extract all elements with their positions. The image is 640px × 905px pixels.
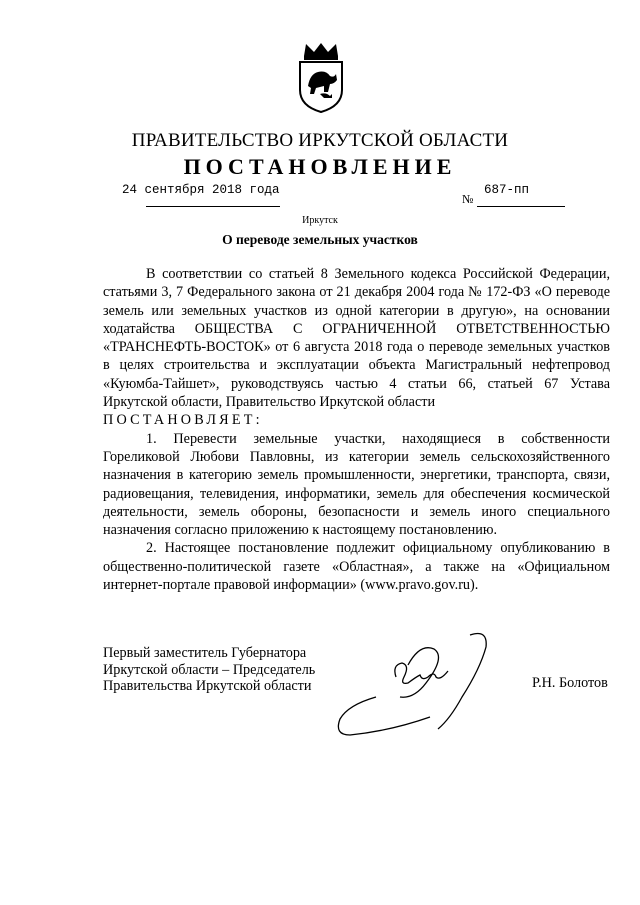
signatory-position bbox=[103, 645, 315, 695]
decree-title: ПОСТАНОВЛЕНИЕ bbox=[183, 154, 457, 179]
preamble-paragraph: В соответствии со статьей 8 Земельного кодекса Российской Федерации, статьями 3, 7 Федерального закона от 21 декабря 2004 года № 172-ФЗ «О переводе земель или земельных участков из одной категории в другую», на основании ходатайства ОБЩЕСТВА С ОГРАНИЧЕННОЙ ОТВЕТСТВЕННОСТЬЮ «ТРАНСНЕФТЬ-ВОСТОК» от 6 августа 2018 года о переводе земельных участков в целях строительства и эксплуатации объекта Магистральный нефтепровод «Куюмба-Тайшет», руководствуясь частью 4 статьи 66, статьей 67 Устава Иркутской области, Правительство Иркутской области bbox=[103, 266, 610, 411]
number-sign: № bbox=[462, 192, 474, 206]
decree-date: 24 сентября 2018 года bbox=[122, 183, 280, 197]
city-label: Иркутск bbox=[302, 215, 338, 226]
position-line: Иркутской области – Председатель bbox=[103, 661, 316, 678]
government-title: ПРАВИТЕЛЬСТВО ИРКУТСКОЙ ОБЛАСТИ bbox=[131, 130, 509, 151]
decree-body bbox=[103, 265, 610, 594]
date-underline bbox=[146, 206, 280, 207]
decree-number: 687-пп bbox=[484, 183, 530, 197]
position-line: Правительства Иркутской области bbox=[103, 678, 312, 694]
item-2-paragraph: 2. Настоящее постановление подлежит официальному опубликованию в общественно-политической газете «Областная», а также на «Официальном интернет-портале правовой информации» (www.pravo.gov.ru). bbox=[103, 540, 610, 594]
item-1-paragraph: 1. Перевести земельные участки, находящиеся в собственности Гореликовой Любови Павловны, из категории земель сельскохозяйственного назначения в категорию земель промышленности, энергетики, транспорта, связи, радиовещания, телевидения, информатики, земель для обеспечения космической деятельности, земель обороны, безопасности и земель иного специального назначения согласно приложению к настоящему постановлению. bbox=[103, 430, 610, 539]
number-underline bbox=[477, 206, 565, 207]
position-line: Первый заместитель Губернатора bbox=[103, 645, 307, 661]
decree-subject: О переводе земельных участков bbox=[222, 232, 418, 247]
irkutsk-coat-of-arms-icon bbox=[296, 40, 346, 114]
decrees-heading: ПОСТАНОВЛЯЕТ: bbox=[103, 412, 263, 429]
signature-icon bbox=[330, 625, 500, 740]
signatory-name: Р.Н. Болотов bbox=[532, 675, 608, 691]
